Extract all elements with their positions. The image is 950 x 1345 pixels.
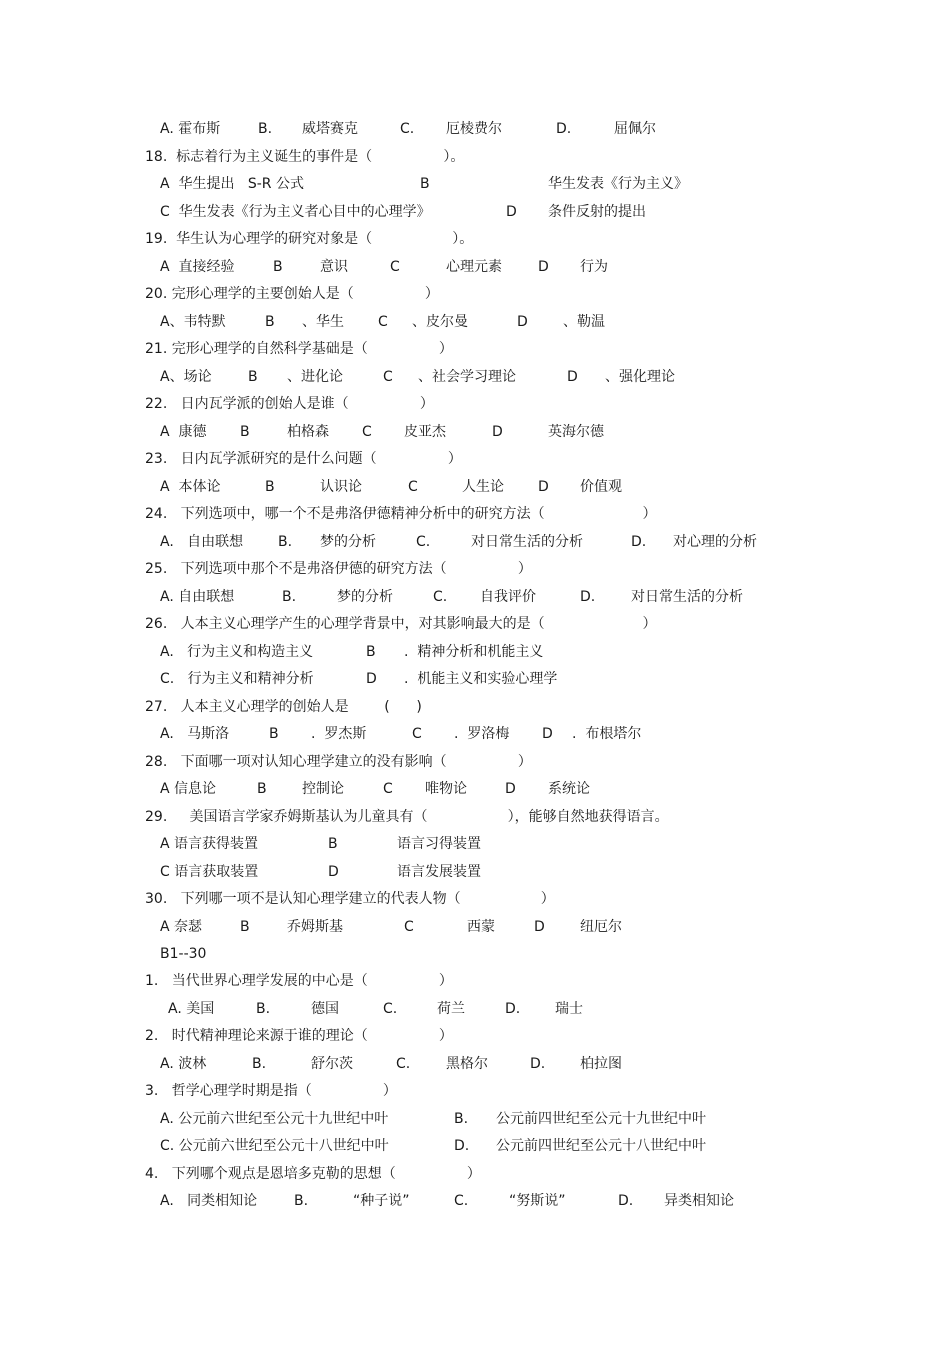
question-b1-text: 1. 当代世界心理学发展的中心是（ ） (145, 973, 453, 989)
options-q30-part: B (240, 919, 250, 935)
options-b1-part: C. (383, 1001, 398, 1017)
options-b1-part: 德国 (311, 1001, 339, 1017)
options-q17-part: 屈佩尔 (614, 121, 656, 137)
options-q25-part: C. (433, 589, 448, 605)
options-q29-ab (0, 833, 950, 855)
options-q27-part: . 罗洛梅 (454, 726, 510, 742)
options-q20-part: D (517, 314, 528, 330)
question-25-text: 25. 下列选项中那个不是弗洛伊德的研究方法（ ） (145, 561, 532, 577)
options-b4-part: “努斯说” (509, 1193, 566, 1209)
options-b3-ab-part: 公元前四世纪至公元十九世纪中叶 (496, 1111, 706, 1127)
options-b1-text: A. 美国 (168, 1001, 215, 1017)
options-q25 (0, 586, 950, 608)
options-b3-ab-part: B. (454, 1111, 469, 1127)
options-b2-part: 柏拉图 (580, 1056, 622, 1072)
question-24 (0, 503, 950, 525)
options-b2-part: C. (396, 1056, 411, 1072)
options-q23 (0, 476, 950, 498)
options-q17-part: B. (258, 121, 273, 137)
options-q25-part: 对日常生活的分析 (631, 589, 743, 605)
question-18-text: 18. 标志着行为主义诞生的事件是（ ）。 (145, 149, 465, 165)
options-q17 (0, 118, 950, 140)
options-q27 (0, 723, 950, 745)
question-18 (0, 146, 950, 168)
options-q29-ab-part: 语言习得装置 (397, 836, 481, 852)
options-q18-cd (0, 201, 950, 223)
options-q22-part: 皮亚杰 (404, 424, 446, 440)
question-19-text: 19. 华生认为心理学的研究对象是（ ）。 (145, 231, 474, 247)
options-q20-text: A、韦特默 (160, 314, 226, 330)
question-28-text: 28. 下面哪一项对认知心理学建立的没有影响（ ） (145, 754, 532, 770)
options-q24-part: B. (278, 534, 293, 550)
options-q20-part: 、华生 (302, 314, 344, 330)
question-28 (0, 751, 950, 773)
options-b3-cd-text: C. 公元前六世纪至公元十八世纪中叶 (160, 1138, 389, 1154)
options-q30 (0, 916, 950, 938)
options-b3-cd-part: 公元前四世纪至公元十八世纪中叶 (496, 1138, 706, 1154)
options-b1-part: 荷兰 (437, 1001, 465, 1017)
question-30-text: 30. 下列哪一项不是认知心理学建立的代表人物（ ） (145, 891, 555, 907)
options-q25-part: B. (282, 589, 297, 605)
section-heading-text: B1--30 (160, 946, 207, 962)
options-q24-part: D. (631, 534, 647, 550)
options-q17-part: D. (556, 121, 572, 137)
options-q22-part: 柏格森 (287, 424, 329, 440)
options-q25-part: D. (580, 589, 596, 605)
options-q21-text: A、场论 (160, 369, 212, 385)
question-22 (0, 393, 950, 415)
options-q29-ab-part: B (328, 836, 338, 852)
question-23 (0, 448, 950, 470)
options-q26-cd-part: . 机能主义和实验心理学 (404, 671, 558, 687)
options-q19 (0, 256, 950, 278)
options-b2-part: D. (530, 1056, 546, 1072)
options-q27-part: . 罗杰斯 (311, 726, 367, 742)
options-q18-cd-part: 条件反射的提出 (548, 204, 646, 220)
options-b2 (0, 1053, 950, 1075)
question-21 (0, 338, 950, 360)
options-b1 (0, 998, 950, 1020)
question-20-text: 20. 完形心理学的主要创始人是（ ） (145, 286, 439, 302)
options-q25-part: 梦的分析 (337, 589, 393, 605)
options-q23-text: A 本体论 (160, 479, 221, 495)
question-27 (0, 696, 950, 718)
options-q29-ab-text: A 语言获得装置 (160, 836, 259, 852)
options-b3-cd-part: D. (454, 1138, 470, 1154)
options-q19-part: 意识 (320, 259, 348, 275)
question-b4-text: 4. 下列哪个观点是恩培多克勒的思想（ ） (145, 1166, 481, 1182)
question-b1 (0, 970, 950, 992)
options-q21-part: 、进化论 (287, 369, 343, 385)
options-b2-part: B. (252, 1056, 267, 1072)
options-q17-part: 威塔赛克 (302, 121, 358, 137)
question-24-text: 24. 下列选项中，哪一个不是弗洛伊德精神分析中的研究方法（ ） (145, 506, 657, 522)
options-q30-part: 西蒙 (467, 919, 495, 935)
question-b2 (0, 1025, 950, 1047)
question-29-text: 29. 美国语言学家乔姆斯基认为儿童具有（ ），能够自然地获得语言。 (145, 809, 669, 825)
options-q22-text: A 康德 (160, 424, 207, 440)
options-q24-text: A. 自由联想 (160, 534, 244, 550)
question-26-text: 26. 人本主义心理学产生的心理学背景中，对其影响最大的是（ ） (145, 616, 657, 632)
options-q28-part: C (383, 781, 393, 797)
options-q24-part: 对心理的分析 (673, 534, 757, 550)
question-27-text: 27. 人本主义心理学的创始人是 ( ) (145, 699, 422, 715)
options-b4-part: D. (618, 1193, 634, 1209)
options-q30-part: 乔姆斯基 (287, 919, 343, 935)
options-q28 (0, 778, 950, 800)
options-q21-part: D (567, 369, 578, 385)
options-q18-ab (0, 173, 950, 195)
options-b4-text: A. 同类相知论 (160, 1193, 258, 1209)
options-q17-text: A. 霍布斯 (160, 121, 221, 137)
options-q20-part: B (265, 314, 275, 330)
options-q30-part: D (534, 919, 545, 935)
options-q23-part: D (538, 479, 549, 495)
options-q18-cd-part: D (506, 204, 517, 220)
question-b3-text: 3. 哲学心理学时期是指（ ） (145, 1083, 397, 1099)
options-q24-part: 对日常生活的分析 (471, 534, 583, 550)
options-q22-part: 英海尔德 (548, 424, 604, 440)
options-q18-ab-part: 华生发表《行为主义》 (548, 176, 688, 192)
question-19 (0, 228, 950, 250)
options-q24-part: C. (416, 534, 431, 550)
options-q23-part: 认识论 (320, 479, 362, 495)
options-q22 (0, 421, 950, 443)
options-q21-part: B (248, 369, 258, 385)
options-q26-ab-text: A. 行为主义和构造主义 (160, 644, 314, 660)
options-q23-part: B (265, 479, 275, 495)
options-q21-part: 、社会学习理论 (418, 369, 516, 385)
options-q20 (0, 311, 950, 333)
options-b1-part: B. (256, 1001, 271, 1017)
options-q18-cd-text: C 华生发表《行为主义者心目中的心理学》 (160, 204, 431, 220)
options-q29-cd-text: C 语言获取装置 (160, 864, 259, 880)
question-20 (0, 283, 950, 305)
options-b3-ab (0, 1108, 950, 1130)
options-q27-part: D (542, 726, 553, 742)
options-q19-part: C (390, 259, 400, 275)
options-q22-part: C (362, 424, 372, 440)
question-22-text: 22. 日内瓦学派的创始人是谁（ ） (145, 396, 434, 412)
question-26 (0, 613, 950, 635)
options-q26-cd-text: C. 行为主义和精神分析 (160, 671, 314, 687)
options-q22-part: D (492, 424, 503, 440)
options-q19-part: 心理元素 (446, 259, 502, 275)
options-q28-part: 系统论 (548, 781, 590, 797)
options-q28-part: 唯物论 (425, 781, 467, 797)
options-q20-part: C (378, 314, 388, 330)
options-q29-cd (0, 861, 950, 883)
options-q20-part: 、勒温 (563, 314, 605, 330)
options-b4-part: B. (294, 1193, 309, 1209)
options-q18-ab-text: A 华生提出 S-R 公式 (160, 176, 304, 192)
options-b4-part: 异类相知论 (664, 1193, 734, 1209)
options-q26-ab (0, 641, 950, 663)
options-q29-cd-part: 语言发展装置 (397, 864, 481, 880)
options-b2-part: 舒尔茨 (311, 1056, 353, 1072)
options-q28-part: 控制论 (302, 781, 344, 797)
options-q24-part: 梦的分析 (320, 534, 376, 550)
options-b3-cd (0, 1135, 950, 1157)
options-b4-part: “种子说” (353, 1193, 410, 1209)
options-b4-part: C. (454, 1193, 469, 1209)
options-b2-part: 黑格尔 (446, 1056, 488, 1072)
options-q17-part: 厄棱费尔 (446, 121, 502, 137)
options-q28-part: D (505, 781, 516, 797)
options-q17-part: C. (400, 121, 415, 137)
options-q21-part: C (383, 369, 393, 385)
options-q23-part: 人生论 (462, 479, 504, 495)
options-q25-text: A. 自由联想 (160, 589, 235, 605)
options-b1-part: D. (505, 1001, 521, 1017)
question-b2-text: 2. 时代精神理论来源于谁的理论（ ） (145, 1028, 453, 1044)
question-29 (0, 806, 950, 828)
question-b3 (0, 1080, 950, 1102)
options-q18-ab-part: B (420, 176, 430, 192)
options-q29-cd-part: D (328, 864, 339, 880)
options-q19-part: B (273, 259, 283, 275)
question-23-text: 23. 日内瓦学派研究的是什么问题（ ） (145, 451, 462, 467)
options-q23-part: C (408, 479, 418, 495)
question-30 (0, 888, 950, 910)
options-q24 (0, 531, 950, 553)
question-21-text: 21. 完形心理学的自然科学基础是（ ） (145, 341, 453, 357)
options-q26-ab-part: B (366, 644, 376, 660)
options-q27-part: B (269, 726, 279, 742)
options-q26-cd-part: D (366, 671, 377, 687)
options-q30-text: A 奈瑟 (160, 919, 203, 935)
options-q20-part: 、皮尔曼 (412, 314, 468, 330)
question-25 (0, 558, 950, 580)
options-q27-part: C (412, 726, 422, 742)
options-q26-cd (0, 668, 950, 690)
options-q25-part: 自我评价 (480, 589, 536, 605)
options-q21 (0, 366, 950, 388)
options-q19-text: A 直接经验 (160, 259, 235, 275)
options-q23-part: 价值观 (580, 479, 622, 495)
question-b4 (0, 1163, 950, 1185)
options-q28-text: A 信息论 (160, 781, 217, 797)
options-q27-part: . 布根塔尔 (572, 726, 642, 742)
options-q28-part: B (257, 781, 267, 797)
options-q27-text: A. 马斯洛 (160, 726, 230, 742)
options-q30-part: C (404, 919, 414, 935)
options-b1-part: 瑞士 (555, 1001, 583, 1017)
options-b3-ab-text: A. 公元前六世纪至公元十九世纪中叶 (160, 1111, 389, 1127)
options-b4 (0, 1190, 950, 1212)
options-q21-part: 、强化理论 (605, 369, 675, 385)
section-heading (0, 943, 950, 965)
options-q22-part: B (240, 424, 250, 440)
options-q19-part: 行为 (580, 259, 608, 275)
options-q26-ab-part: . 精神分析和机能主义 (404, 644, 544, 660)
options-q30-part: 纽厄尔 (580, 919, 622, 935)
options-b2-text: A. 波林 (160, 1056, 207, 1072)
options-q19-part: D (538, 259, 549, 275)
